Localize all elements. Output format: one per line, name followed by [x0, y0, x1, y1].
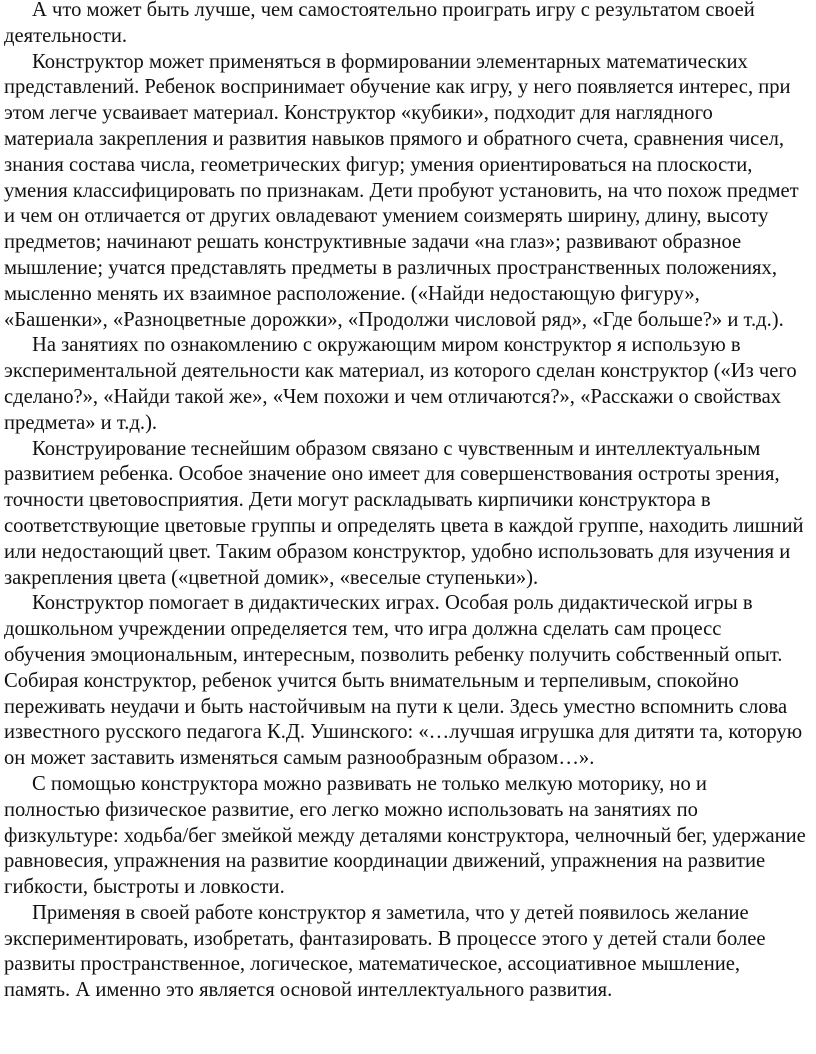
paragraph-sensory-development: Конструирование теснейшим образом связано с чувственным и интеллектуальным развитием ребенка. Особое значение оно имеет для совершенствования остроты зрения, точности цветовосприятия. Дети могут раскладывать кирпичики конструктора в соответствующие цветовые группы и определять цвета в каждой группе, находить лишний или недостающий цвет. Таким образом конструктор, удобно использовать для изучения и закрепления цвета («цветной домик», «веселые ступеньки»).	[4, 437, 804, 589]
paragraph-math-representations: Конструктор может применяться в формировании элементарных математических представлений. Ребенок воспринимает обучение как игру, у него появляется интерес, при этом легче усваивает материал. Конструктор «кубики», подходит для наглядного материала закрепления и развития навыков прямого и обратного счета, сравнения чисел, знания состава числа, геометрических фигур; умения ориентироваться на плоскости, умения классифицировать по признакам. Дети пробуют установить, на что похож предмет и чем он отличается от других овладевают умением соизмерять ширину, длину, высоту предметов; начинают решать конструктивные задачи «на глаз»; развивают образное мышление; учатся представлять предметы в различных пространственных положениях, мысленно менять их взаимное расположение. («Найди недостающую фигуру», «Башенки», «Разноцветные дорожки», «Продолжи числовой ряд», «Где больше?» и т.д.).	[4, 50, 799, 331]
paragraph-intro-conclusion: А что может быть лучше, чем самостоятельно проиграть игру с результатом своей деятельности.	[4, 0, 755, 47]
paragraph-conclusion: Применяя в своей работе конструктор я заметила, что у детей появилось желание экспериментировать, изобретать, фантазировать. В процессе этого у детей стали более развиты пространственное, логическое, математическое, ассоциативное мышление, память. А именно это является основой интеллектуального развития.	[4, 901, 766, 1002]
paragraph-environment-lessons: На занятиях по ознакомлению с окружающим миром конструктор я использую в экспериментальной деятельности как материал, из которого сделан конструктор («Из чего сделано?», «Найди такой же», «Чем похожи и чем отличаются?», «Расскажи о свойствах предмета» и т.д.).	[4, 334, 797, 434]
paragraph-didactic-games: Конструктор помогает в дидактических играх. Особая роль дидактической игры в дошкольном учреждении определяется тем, что игра должна сделать сам процесс обучения эмоциональным, интересным, позволить ребенку получить собственный опыт. Собирая конструктор, ребенок учится быть внимательным и терпеливым, спокойно переживать неудачи и быть настойчивым на пути к цели. Здесь уместно вспомнить слова известного русского педагога К.Д. Ушинского: «…лучшая игрушка для дитяти та, которую он может заставить изменяться самым разнообразным образом…».	[4, 592, 803, 770]
paragraph-physical-development: С помощью конструктора можно развивать не только мелкую моторику, но и полностью физическое развитие, его легко можно использовать на занятиях по физкультуре: ходьба/бег змейкой между деталями конструктора, челночный бег, удержание равновесия, упражнения на развитие координации движений, упражнения на развитие гибкости, быстроты и ловкости.	[4, 772, 806, 899]
